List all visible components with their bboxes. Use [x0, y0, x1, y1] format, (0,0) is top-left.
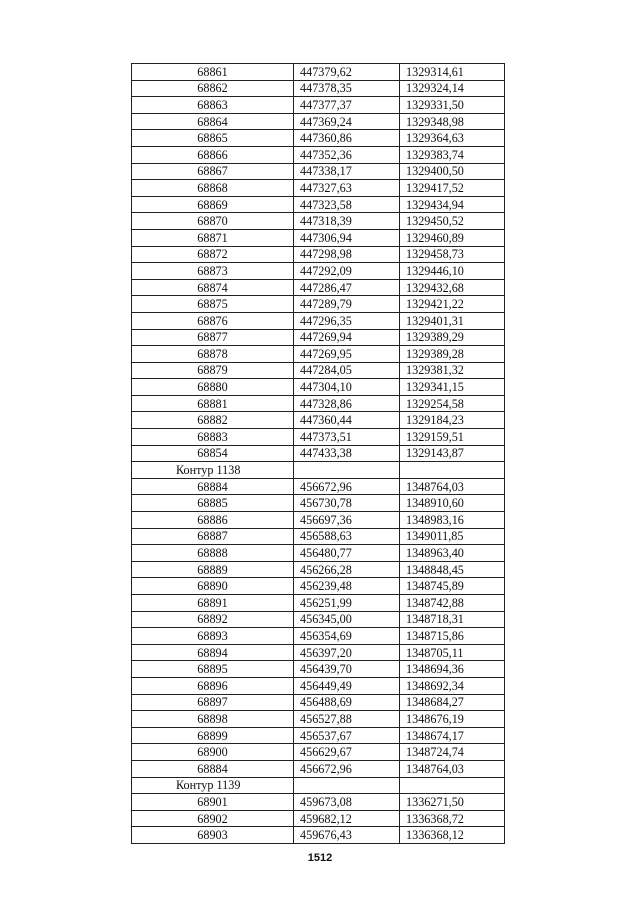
- point-id-cell: 68895: [132, 661, 294, 678]
- x-coordinate-cell: 456266,28: [294, 561, 400, 578]
- table-row: [132, 561, 505, 578]
- contour-header-row: [132, 462, 505, 479]
- table-row: [132, 180, 505, 197]
- y-coordinate-cell: 1329417,52: [400, 180, 505, 197]
- x-coordinate-cell: 456439,70: [294, 661, 400, 678]
- y-coordinate-cell: 1336368,72: [400, 810, 505, 827]
- table-row: [132, 113, 505, 130]
- x-coordinate-cell: 459673,08: [294, 794, 400, 811]
- point-id-cell: 68870: [132, 213, 294, 230]
- point-id-cell: 68886: [132, 512, 294, 529]
- y-coordinate-cell: 1329364,63: [400, 130, 505, 147]
- y-coordinate-cell: 1348963,40: [400, 545, 505, 562]
- y-coordinate-cell: 1348764,03: [400, 478, 505, 495]
- y-coordinate-cell: 1329421,22: [400, 296, 505, 313]
- table-row: [132, 329, 505, 346]
- y-coordinate-cell: 1349011,85: [400, 528, 505, 545]
- x-coordinate-cell: 456480,77: [294, 545, 400, 562]
- y-coordinate-cell: 1329383,74: [400, 146, 505, 163]
- x-coordinate-cell: 447284,05: [294, 362, 400, 379]
- y-coordinate-cell: 1329389,28: [400, 346, 505, 363]
- y-coordinate-cell: 1329341,15: [400, 379, 505, 396]
- table-row: [132, 163, 505, 180]
- x-coordinate-cell: 447269,94: [294, 329, 400, 346]
- x-coordinate-cell: 447352,36: [294, 146, 400, 163]
- y-coordinate-cell: 1336271,50: [400, 794, 505, 811]
- table-row: [132, 545, 505, 562]
- y-coordinate-cell: 1329381,32: [400, 362, 505, 379]
- x-coordinate-cell: 447379,62: [294, 64, 400, 81]
- table-row: [132, 429, 505, 446]
- table-row: [132, 97, 505, 114]
- point-id-cell: 68884: [132, 760, 294, 777]
- x-coordinate-cell: 447377,37: [294, 97, 400, 114]
- contour-empty-x: [294, 777, 400, 794]
- y-coordinate-cell: 1329331,50: [400, 97, 505, 114]
- x-coordinate-cell: 447433,38: [294, 445, 400, 462]
- x-coordinate-cell: 456672,96: [294, 760, 400, 777]
- point-id-cell: 68865: [132, 130, 294, 147]
- table-row: [132, 379, 505, 396]
- y-coordinate-cell: 1329159,51: [400, 429, 505, 446]
- x-coordinate-cell: 447304,10: [294, 379, 400, 396]
- table-row: [132, 727, 505, 744]
- table-row: [132, 146, 505, 163]
- x-coordinate-cell: 447323,58: [294, 196, 400, 213]
- y-coordinate-cell: 1348742,88: [400, 595, 505, 612]
- point-id-cell: 68861: [132, 64, 294, 81]
- point-id-cell: 68893: [132, 628, 294, 645]
- point-id-cell: 68902: [132, 810, 294, 827]
- point-id-cell: 68874: [132, 279, 294, 296]
- contour-empty-x: [294, 462, 400, 479]
- table-row: [132, 595, 505, 612]
- y-coordinate-cell: 1329184,23: [400, 412, 505, 429]
- y-coordinate-cell: 1329400,50: [400, 163, 505, 180]
- table-row: [132, 528, 505, 545]
- table-row: [132, 346, 505, 363]
- y-coordinate-cell: 1348692,34: [400, 677, 505, 694]
- table-row: [132, 263, 505, 280]
- x-coordinate-cell: 456588,63: [294, 528, 400, 545]
- x-coordinate-cell: 456345,00: [294, 611, 400, 628]
- table-row: [132, 661, 505, 678]
- point-id-cell: 68868: [132, 180, 294, 197]
- contour-label: Контур 1139: [132, 777, 294, 794]
- table-row: [132, 395, 505, 412]
- y-coordinate-cell: 1329458,73: [400, 246, 505, 263]
- point-id-cell: 68871: [132, 229, 294, 246]
- y-coordinate-cell: 1348715,86: [400, 628, 505, 645]
- x-coordinate-cell: 456730,78: [294, 495, 400, 512]
- table-row: [132, 744, 505, 761]
- table-row: [132, 794, 505, 811]
- x-coordinate-cell: 447378,35: [294, 80, 400, 97]
- x-coordinate-cell: 447292,09: [294, 263, 400, 280]
- x-coordinate-cell: 456537,67: [294, 727, 400, 744]
- table-row: [132, 296, 505, 313]
- table-row: [132, 213, 505, 230]
- table-row: [132, 694, 505, 711]
- point-id-cell: 68872: [132, 246, 294, 263]
- y-coordinate-cell: 1348724,74: [400, 744, 505, 761]
- y-coordinate-cell: 1348848,45: [400, 561, 505, 578]
- x-coordinate-cell: 456397,20: [294, 644, 400, 661]
- x-coordinate-cell: 456251,99: [294, 595, 400, 612]
- x-coordinate-cell: 447328,86: [294, 395, 400, 412]
- y-coordinate-cell: 1329434,94: [400, 196, 505, 213]
- table-row: [132, 246, 505, 263]
- x-coordinate-cell: 456527,88: [294, 711, 400, 728]
- table-row: [132, 196, 505, 213]
- table-row: [132, 644, 505, 661]
- y-coordinate-cell: 1329389,29: [400, 329, 505, 346]
- point-id-cell: 68888: [132, 545, 294, 562]
- table-row: [132, 412, 505, 429]
- x-coordinate-cell: 447369,24: [294, 113, 400, 130]
- table-row: [132, 512, 505, 529]
- table-row: [132, 611, 505, 628]
- table-row: [132, 578, 505, 595]
- table-row: [132, 628, 505, 645]
- point-id-cell: 68882: [132, 412, 294, 429]
- y-coordinate-cell: 1348983,16: [400, 512, 505, 529]
- x-coordinate-cell: 456629,67: [294, 744, 400, 761]
- table-row: [132, 64, 505, 81]
- point-id-cell: 68903: [132, 827, 294, 844]
- point-id-cell: 68873: [132, 263, 294, 280]
- point-id-cell: 68879: [132, 362, 294, 379]
- contour-empty-y: [400, 462, 505, 479]
- point-id-cell: 68901: [132, 794, 294, 811]
- x-coordinate-cell: 447296,35: [294, 312, 400, 329]
- y-coordinate-cell: 1348684,27: [400, 694, 505, 711]
- y-coordinate-cell: 1329348,98: [400, 113, 505, 130]
- y-coordinate-cell: 1348674,17: [400, 727, 505, 744]
- x-coordinate-cell: 447269,95: [294, 346, 400, 363]
- point-id-cell: 68891: [132, 595, 294, 612]
- x-coordinate-cell: 447373,51: [294, 429, 400, 446]
- x-coordinate-cell: 456488,69: [294, 694, 400, 711]
- point-id-cell: 68881: [132, 395, 294, 412]
- x-coordinate-cell: 447286,47: [294, 279, 400, 296]
- point-id-cell: 68875: [132, 296, 294, 313]
- point-id-cell: 68863: [132, 97, 294, 114]
- table-row: [132, 478, 505, 495]
- x-coordinate-cell: 447289,79: [294, 296, 400, 313]
- point-id-cell: 68854: [132, 445, 294, 462]
- x-coordinate-cell: 459682,12: [294, 810, 400, 827]
- table-row: [132, 827, 505, 844]
- point-id-cell: 68884: [132, 478, 294, 495]
- y-coordinate-cell: 1348910,60: [400, 495, 505, 512]
- point-id-cell: 68890: [132, 578, 294, 595]
- x-coordinate-cell: 447318,39: [294, 213, 400, 230]
- point-id-cell: 68878: [132, 346, 294, 363]
- y-coordinate-cell: 1348745,89: [400, 578, 505, 595]
- x-coordinate-cell: 447338,17: [294, 163, 400, 180]
- y-coordinate-cell: 1329143,87: [400, 445, 505, 462]
- x-coordinate-cell: 459676,43: [294, 827, 400, 844]
- table-row: [132, 495, 505, 512]
- point-id-cell: 68887: [132, 528, 294, 545]
- point-id-cell: 68862: [132, 80, 294, 97]
- y-coordinate-cell: 1329446,10: [400, 263, 505, 280]
- point-id-cell: 68883: [132, 429, 294, 446]
- table-row: [132, 80, 505, 97]
- point-id-cell: 68897: [132, 694, 294, 711]
- table-row: [132, 810, 505, 827]
- y-coordinate-cell: 1348718,31: [400, 611, 505, 628]
- point-id-cell: 68892: [132, 611, 294, 628]
- table-row: [132, 312, 505, 329]
- point-id-cell: 68889: [132, 561, 294, 578]
- x-coordinate-cell: 447298,98: [294, 246, 400, 263]
- contour-empty-y: [400, 777, 505, 794]
- table-row: [132, 279, 505, 296]
- table-row: [132, 130, 505, 147]
- point-id-cell: 68864: [132, 113, 294, 130]
- point-id-cell: 68900: [132, 744, 294, 761]
- table-row: [132, 760, 505, 777]
- coordinates-table: [131, 63, 505, 844]
- point-id-cell: 68877: [132, 329, 294, 346]
- y-coordinate-cell: 1348676,19: [400, 711, 505, 728]
- x-coordinate-cell: 447306,94: [294, 229, 400, 246]
- y-coordinate-cell: 1329324,14: [400, 80, 505, 97]
- x-coordinate-cell: 456672,96: [294, 478, 400, 495]
- x-coordinate-cell: 456697,36: [294, 512, 400, 529]
- point-id-cell: 68880: [132, 379, 294, 396]
- x-coordinate-cell: 447360,44: [294, 412, 400, 429]
- point-id-cell: 68885: [132, 495, 294, 512]
- table-row: [132, 677, 505, 694]
- contour-header-row: [132, 777, 505, 794]
- x-coordinate-cell: 447327,63: [294, 180, 400, 197]
- table-row: [132, 711, 505, 728]
- x-coordinate-cell: 456239,48: [294, 578, 400, 595]
- coordinates-table-body: [132, 64, 505, 844]
- y-coordinate-cell: 1329450,52: [400, 213, 505, 230]
- y-coordinate-cell: 1336368,12: [400, 827, 505, 844]
- y-coordinate-cell: 1348694,36: [400, 661, 505, 678]
- contour-label: Контур 1138: [132, 462, 294, 479]
- point-id-cell: 68876: [132, 312, 294, 329]
- x-coordinate-cell: 456354,69: [294, 628, 400, 645]
- y-coordinate-cell: 1329254,58: [400, 395, 505, 412]
- x-coordinate-cell: 456449,49: [294, 677, 400, 694]
- point-id-cell: 68866: [132, 146, 294, 163]
- y-coordinate-cell: 1348705,11: [400, 644, 505, 661]
- y-coordinate-cell: 1348764,03: [400, 760, 505, 777]
- table-row: [132, 445, 505, 462]
- y-coordinate-cell: 1329314,61: [400, 64, 505, 81]
- point-id-cell: 68894: [132, 644, 294, 661]
- table-row: [132, 229, 505, 246]
- point-id-cell: 68867: [132, 163, 294, 180]
- point-id-cell: 68869: [132, 196, 294, 213]
- table-row: [132, 362, 505, 379]
- point-id-cell: 68899: [132, 727, 294, 744]
- y-coordinate-cell: 1329460,89: [400, 229, 505, 246]
- point-id-cell: 68896: [132, 677, 294, 694]
- point-id-cell: 68898: [132, 711, 294, 728]
- page-number: 1512: [307, 852, 333, 864]
- x-coordinate-cell: 447360,86: [294, 130, 400, 147]
- y-coordinate-cell: 1329401,31: [400, 312, 505, 329]
- y-coordinate-cell: 1329432,68: [400, 279, 505, 296]
